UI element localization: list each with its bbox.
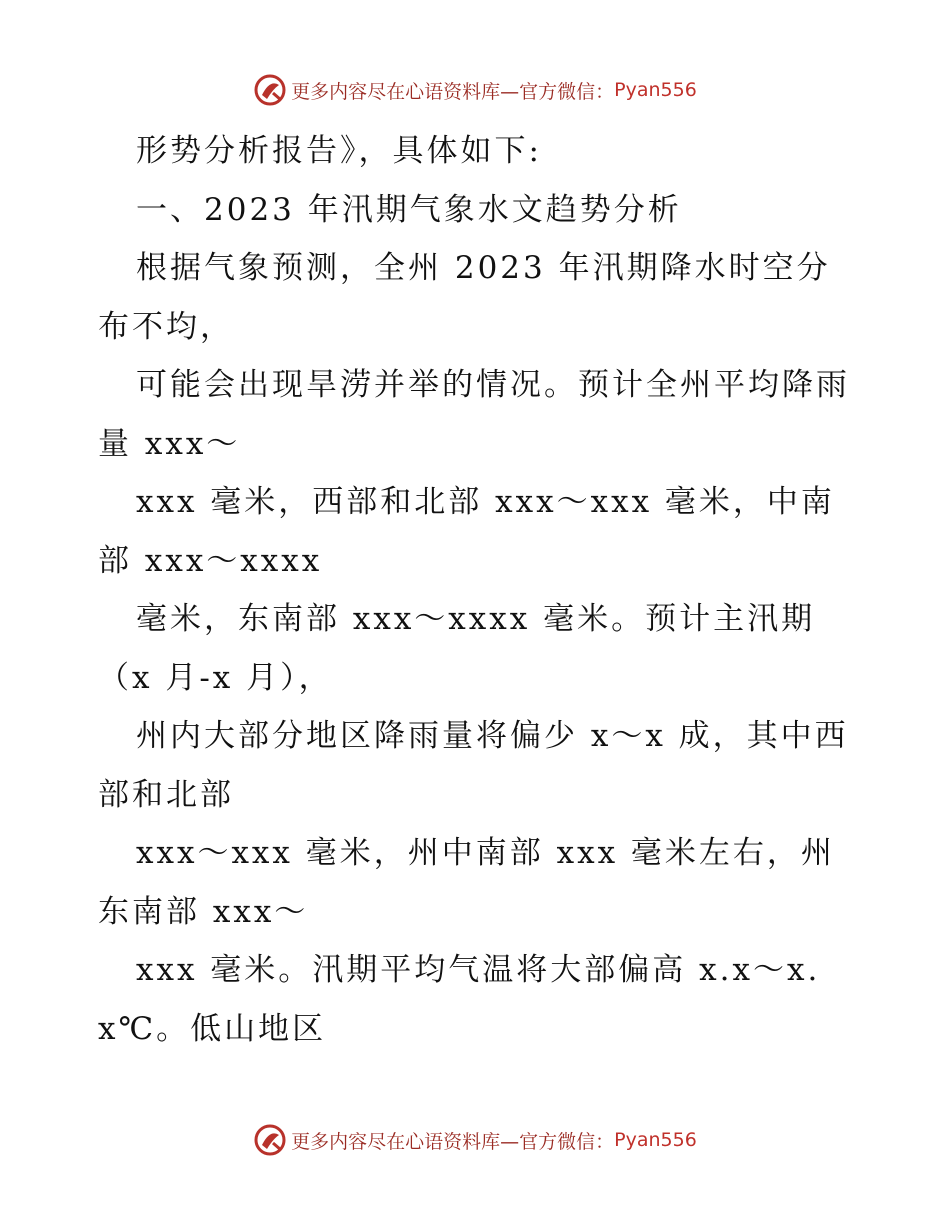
logo-icon <box>253 73 287 107</box>
paragraph: xxx～xxx 毫米，州中南部 xxx 毫米左右，州东南部 xxx～ <box>98 835 835 930</box>
document-body <box>98 122 858 1058</box>
paragraph: xxx 毫米，西部和北部 xxx～xxx 毫米，中南部 xxx～xxxx <box>98 484 835 579</box>
watermark-id: Pyan556 <box>614 1129 697 1151</box>
paragraph: 毫米，东南部 xxx～xxxx 毫米。预计主汛期（x 月-x 月）， <box>98 601 816 696</box>
section-heading: 一、2023 年汛期气象水文趋势分析 <box>136 191 682 228</box>
watermark-header <box>0 70 950 110</box>
paragraph: 州内大部分地区降雨量将偏少 x～x 成，其中西部和北部 <box>98 718 849 813</box>
logo-icon <box>253 1123 287 1157</box>
watermark-id: Pyan556 <box>614 79 697 101</box>
watermark-footer <box>0 1120 950 1160</box>
watermark-text: 更多内容尽在心语资料库—官方微信： <box>291 1130 615 1153</box>
paragraph: 根据气象预测，全州 2023 年汛期降水时空分布不均， <box>98 250 831 345</box>
paragraph: xxx 毫米。汛期平均气温将大部偏高 x.x～x.x℃。低山地区 <box>98 952 821 1047</box>
paragraph: 形势分析报告》，具体如下: <box>136 133 542 169</box>
watermark-text: 更多内容尽在心语资料库—官方微信： <box>291 80 615 103</box>
paragraph: 可能会出现旱涝并举的情况。预计全州平均降雨量 xxx～ <box>98 367 850 462</box>
